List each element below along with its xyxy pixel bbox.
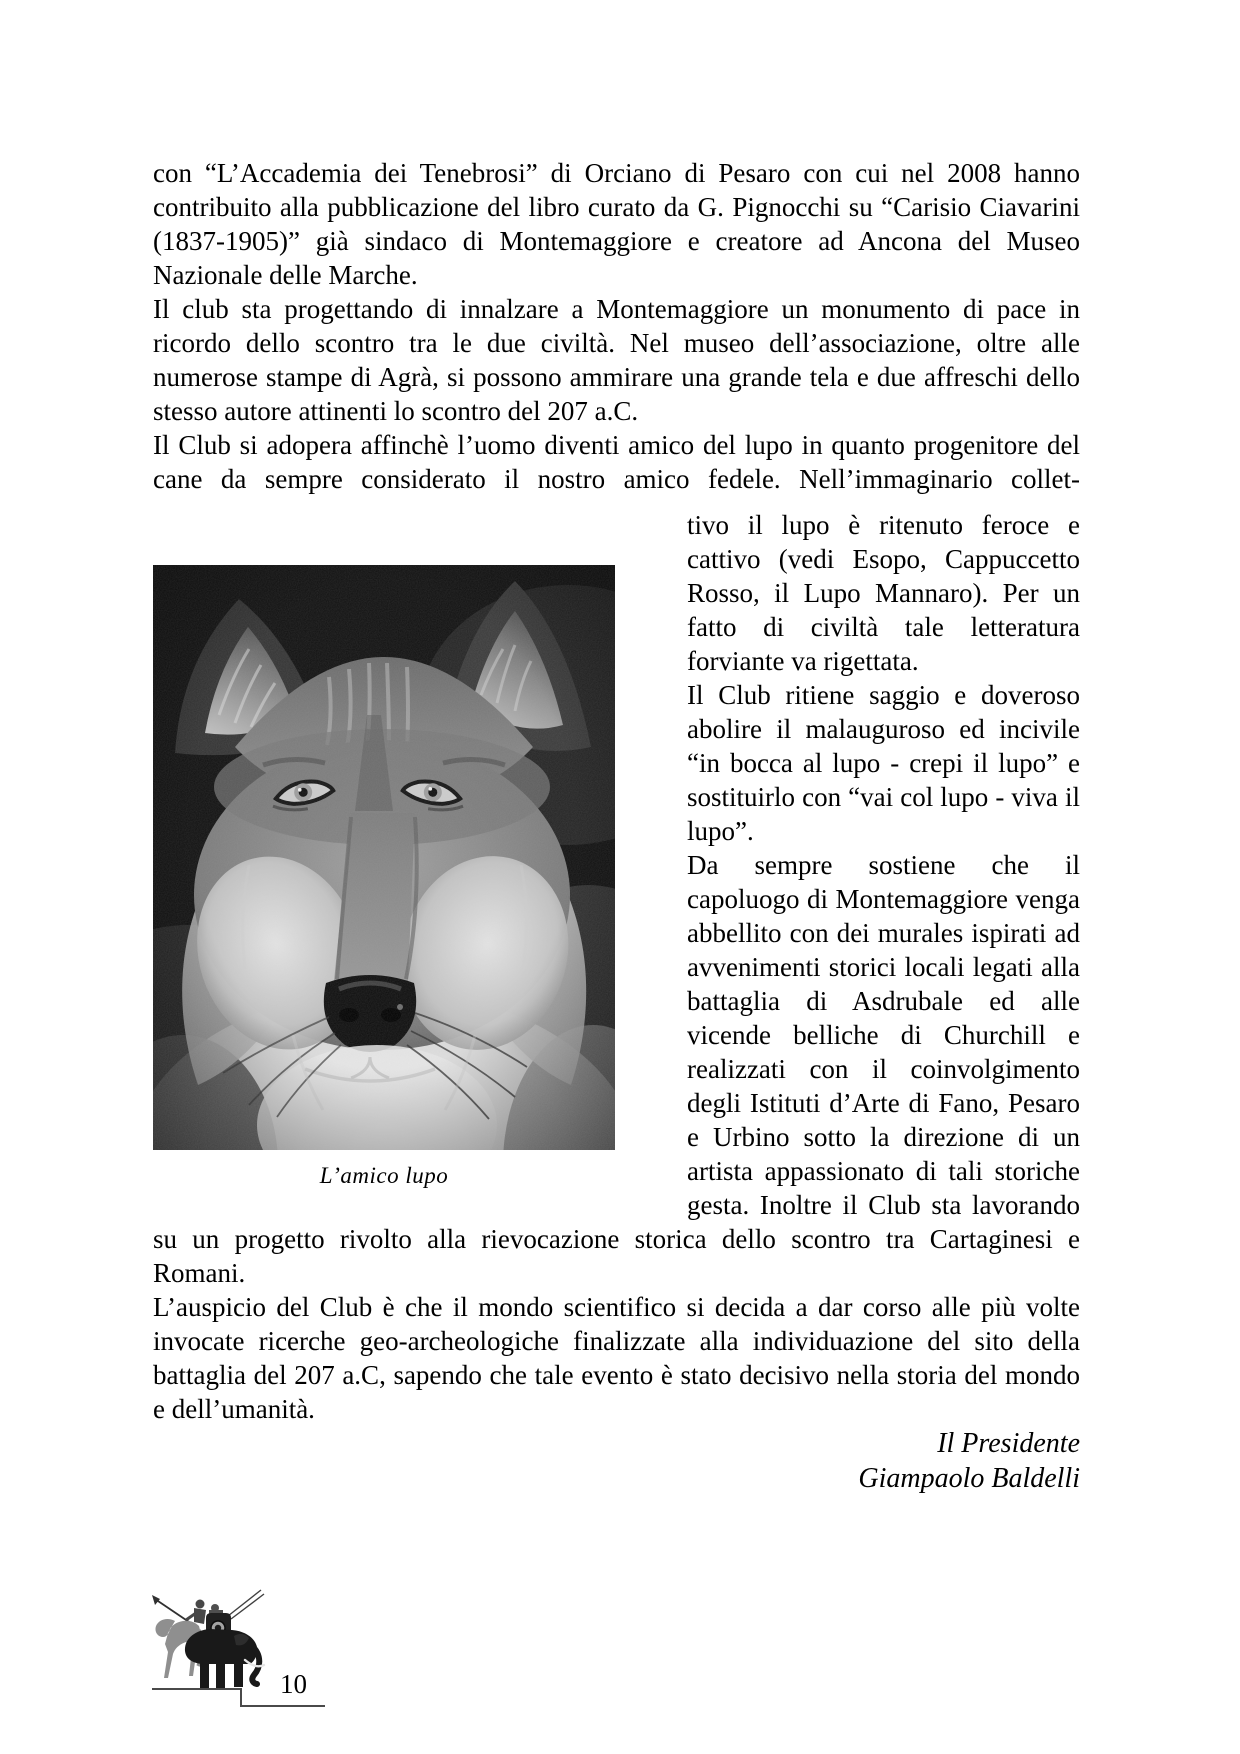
footer-rule-top [152, 1688, 242, 1690]
body-paragraph: L’auspicio del Club è che il mondo scientifico si decida a dar corso alle più volte invocate ricerche geo-archeologiche finalizzate alla individuazione del sito della battaglia del 207 a.C, sapendo che tale evento è stato decisivo nella storia del mondo e dell’umanità. [153, 1292, 1080, 1424]
article-body [153, 156, 1080, 1496]
wolf-photo [153, 565, 615, 1150]
body-paragraph: Da sempre sostiene che il capoluogo di Montemaggiore venga abbellito con dei murales ispirati ad avvenimenti storici locali legati alla battaglia di Asdrubale ed alle vicende belliche di Churchill e realizzati con il coinvolgimento degli Istituti d’Arte di Fano, Pesaro e Urbino sotto la direzione di un artista appassionato di tali storiche gesta. Inoltre il Club sta lavorando [687, 850, 1080, 1220]
signature-name: Giampaolo Baldelli [858, 1463, 1080, 1494]
body-paragraph: Il club sta progettando di innalzare a Montemaggiore un monumento di pace in ricordo dello scontro tra le due civiltà. Nel museo dell’associazione, oltre alle numerose stampe di Agrà, si possono ammirare una grande tela e due affreschi dello stesso autore attinenti lo scontro del 207 a.C. [153, 294, 1080, 426]
body-paragraph: su un progetto rivolto alla rievocazione storica dello scontro tra Cartaginesi e Romani. [153, 1224, 1080, 1288]
wolf-figure [153, 565, 615, 1190]
figure-text-row [153, 496, 1080, 1222]
wrap-text-column [687, 496, 1080, 1222]
wolf-photo-svg [153, 565, 615, 1150]
war-elephant-illustration-svg [142, 1586, 268, 1690]
body-paragraph: Il Club ritiene saggio e doveroso abolire il malauguroso ed incivile “in bocca al lupo - crepi il lupo” e sostituirlo con “vai col lupo - viva il lupo”. [687, 680, 1080, 846]
body-paragraph: tivo il lupo è ritenuto feroce e cattivo (vedi Esopo, Cappuccetto Rosso, il Lupo Mannaro). Per un fatto di civiltà tale letteratura forviante va rigettata. [687, 510, 1080, 676]
signature-role: Il Presidente [937, 1428, 1080, 1459]
war-elephant-illustration [142, 1586, 268, 1690]
footer-rule-bottom [240, 1705, 325, 1707]
body-paragraph: con “L’Accademia dei Tenebrosi” di Orciano di Pesaro con cui nel 2008 hanno contribuito alla pubblicazione del libro curato da G. Pignocchi su “Carisio Ciavarini (1837-1905)” già sindaco di Montemaggiore e creatore ad Ancona del Museo Nazionale delle Marche. [153, 158, 1080, 290]
figure-caption: L’amico lupo [319, 1163, 449, 1188]
body-paragraph: Il Club si adopera affinchè l’uomo diventi amico del lupo in quanto progenitore del cane da sempre considerato il nostro amico fedele. Nell’immaginario collet- [153, 430, 1080, 494]
page-number: 10 [280, 1669, 307, 1699]
